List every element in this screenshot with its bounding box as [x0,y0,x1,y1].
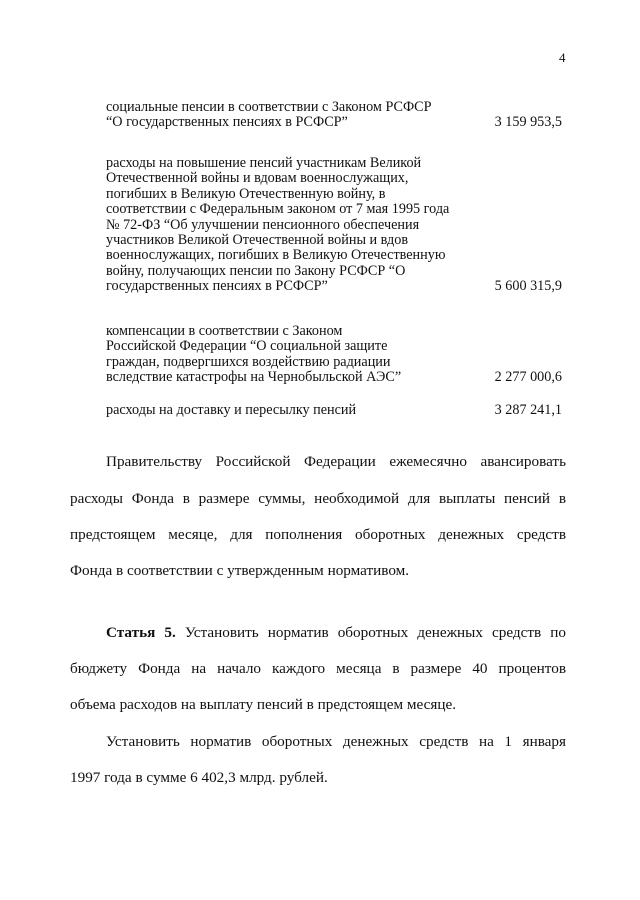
paragraph-line: расходы Фонда в размере суммы, необходимой для выплаты пенсий в [70,490,566,507]
article-5-first-line-text: Установить норматив оборотных денежных средств по [175,624,566,641]
expense-item-description: компенсации в соответствии с Законом Российской Федерации “О социальной защите граждан, подвергшихся воздействию радиации вследствие катастрофы на Чернобыльской АЭС” [106,323,402,386]
expense-item-description: социальные пенсии в соответствии с Законом РСФСР “О государственных пенсиях в РСФСР” [106,99,432,131]
expense-item-amount: 2 277 000,6 [494,369,562,386]
expense-item-social-pensions [106,100,566,131]
expense-item-amount: 3 159 953,5 [494,114,562,131]
paragraph-line: бюджету Фонда на начало каждого месяца в размере 40 процентов [70,660,566,677]
paragraph-line: Установить норматив оборотных денежных средств на 1 января [106,733,566,750]
article-5-first-line [106,624,566,642]
paragraph-line: объема расходов на выплату пенсий в предстоящем месяце. [70,696,457,713]
paragraph-line: Фонда в соответствии с утвержденным нормативом. [70,562,410,579]
expense-item-description: расходы на повышение пенсий участникам Великой Отечественной войны и вдовам военнослужащих, погибших в Великую Отечественную войну, в соответствии с Федеральным законом от 7 мая 1995 года № 72-ФЗ “Об улучшении пенсионного обеспечения участников Великой Отечественной войны и вдов военнослужащих, погибших в Великую Отечественную войну, получающих пенсии по Закону РСФСР “О государственных пенсиях в РСФСР” [106,155,450,295]
article-5-label: Статья 5. [106,624,176,641]
expense-item-amount: 3 287 241,1 [494,402,562,418]
expense-item-chernobyl-compensation [106,324,566,386]
paragraph-line: Правительству Российской Федерации ежемесячно авансировать [106,453,566,470]
expense-item-delivery [106,403,566,418]
expense-item-description: расходы на доставку и пересылку пенсий [106,402,357,418]
paragraph-line: 1997 года в сумме 6 402,3 млрд. рублей. [70,769,328,786]
page-number: 4 [559,50,566,65]
paragraph-line: предстоящем месяце, для пополнения оборотных денежных средств [70,526,566,543]
expense-item-amount: 5 600 315,9 [494,278,562,295]
expense-item-veterans-pensions [106,156,566,295]
